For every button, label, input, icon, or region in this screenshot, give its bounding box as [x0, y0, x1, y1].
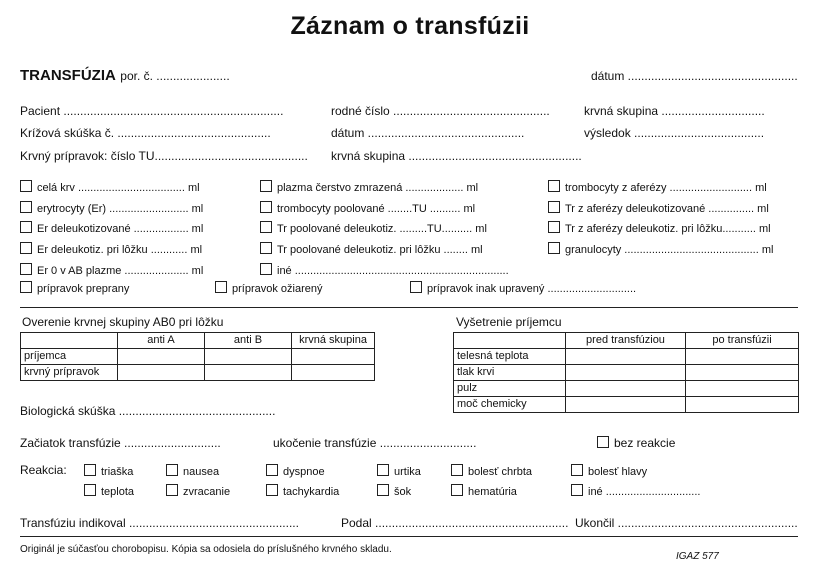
products-column-2 [260, 178, 509, 282]
vysetrenie-table [453, 332, 799, 413]
divider [20, 536, 798, 537]
ukoncenie-transfuzie-field[interactable]: ukočenie transfúzie ............................. [273, 436, 477, 450]
table-row: pulz [454, 381, 799, 397]
checkbox[interactable] [20, 180, 32, 192]
checkbox[interactable] [215, 281, 227, 293]
product-item[interactable]: Er deleukotiz. pri lôžku ............ ml [20, 240, 203, 261]
checkbox[interactable] [260, 242, 272, 254]
table-row: tlak krvi [454, 365, 799, 381]
checkbox[interactable] [451, 464, 463, 476]
reakcia-teplota[interactable]: teplota [84, 484, 134, 498]
checkbox[interactable] [548, 221, 560, 233]
checkbox[interactable] [571, 464, 583, 476]
reakcia-sok[interactable]: šok [377, 484, 411, 498]
product-item[interactable]: plazma čerstvo zmrazená ................... ml [260, 178, 509, 199]
product-item[interactable]: Tr z aferézy deleukotizované ............... ml [548, 199, 773, 220]
product-item[interactable]: Er deleukotizované .................. ml [20, 219, 203, 240]
checkbox[interactable] [266, 464, 278, 476]
reakcia-tachykardia[interactable]: tachykardia [266, 484, 339, 498]
product-item[interactable]: celá krv ................................... ml [20, 178, 203, 199]
krvny-pripravok-field[interactable]: Krvný prípravok: číslo TU.............................................. [20, 149, 308, 163]
zaciatok-transfuzie-field[interactable]: Začiatok transfúzie ............................. [20, 436, 221, 450]
oziareny-option[interactable]: prípravok ožiarený [215, 281, 323, 295]
checkbox[interactable] [84, 484, 96, 496]
reakcia-triaska[interactable]: triaška [84, 464, 133, 478]
transfuzia-header [20, 67, 230, 85]
poradove-cislo-field[interactable]: por. č. ...................... [120, 69, 230, 83]
krizova-datum-field[interactable]: dátum ............................................... [331, 126, 525, 140]
transfuzia-label: TRANSFÚZIA [20, 67, 116, 84]
checkbox[interactable] [548, 180, 560, 192]
product-item[interactable]: Tr poolované deleukotiz. .........TU.......... ml [260, 219, 509, 240]
ukoncil-field[interactable]: Ukončil ...................................................... [575, 516, 798, 530]
table-header-row: anti A anti B krvná skupina [21, 333, 375, 349]
checkbox[interactable] [20, 281, 32, 293]
table-row: telesná teplota [454, 349, 799, 365]
product-item[interactable]: Tr z aferézy deleukotiz. pri lôžku........... ml [548, 219, 773, 240]
product-item[interactable]: erytrocyty (Er) .......................... ml [20, 199, 203, 220]
page-title: Záznam o transfúzii [290, 12, 530, 40]
table-row: moč chemicky [454, 397, 799, 413]
pripravok-krvna-skupina-field[interactable]: krvná skupina .................................................... [331, 149, 582, 163]
vysetrenie-title: Vyšetrenie príjemcu [456, 315, 562, 329]
product-item[interactable]: trombocyty poolované ........TU .......... ml [260, 199, 509, 220]
form-code: IGAZ 577 [676, 551, 719, 562]
reakcia-nausea[interactable]: nausea [166, 464, 219, 478]
podal-field[interactable]: Podal .......................................................... [341, 516, 569, 530]
krizova-skuska-field[interactable]: Krížová skúška č. .............................................. [20, 126, 271, 140]
checkbox[interactable] [266, 484, 278, 496]
transfuziu-indikoval-field[interactable]: Transfúziu indikoval ................................................... [20, 516, 299, 530]
divider [20, 307, 798, 308]
reakcia-label: Reakcia: [20, 463, 67, 477]
checkbox[interactable] [597, 436, 609, 448]
reakcia-hematuria[interactable]: hematúria [451, 484, 517, 498]
product-item[interactable]: iné ...................................................................... [260, 261, 509, 282]
bez-reakcie-option[interactable]: bez reakcie [597, 436, 675, 450]
products-column-3 [548, 178, 773, 261]
checkbox[interactable] [20, 201, 32, 213]
checkbox[interactable] [20, 221, 32, 233]
products-column-1 [20, 178, 203, 282]
reakcia-urtika[interactable]: urtika [377, 464, 421, 478]
reakcia-bolest-chrbta[interactable]: bolesť chrbta [451, 464, 532, 478]
overenie-table [20, 332, 375, 381]
datum-field[interactable]: dátum ................................................... [591, 69, 798, 83]
table-row: príjemca [21, 349, 375, 365]
reakcia-ine[interactable]: iné ............................... [571, 484, 700, 498]
checkbox[interactable] [410, 281, 422, 293]
checkbox[interactable] [377, 484, 389, 496]
vysledok-field[interactable]: výsledok ....................................... [584, 126, 765, 140]
product-item[interactable]: Er 0 v AB plazme ..................... ml [20, 261, 203, 282]
checkbox[interactable] [84, 464, 96, 476]
checkbox[interactable] [166, 464, 178, 476]
checkbox[interactable] [260, 201, 272, 213]
product-item[interactable]: granulocyty ............................................ ml [548, 240, 773, 261]
product-item[interactable]: trombocyty z aferézy ........................... ml [548, 178, 773, 199]
checkbox[interactable] [571, 484, 583, 496]
table-row: krvný prípravok [21, 365, 375, 381]
checkbox[interactable] [451, 484, 463, 496]
reakcia-zvracanie[interactable]: zvracanie [166, 484, 230, 498]
table-header-row: pred transfúziou po transfúzii [454, 333, 799, 349]
checkbox[interactable] [20, 263, 32, 275]
krvna-skupina-field[interactable]: krvná skupina ............................... [584, 104, 765, 118]
preprany-option[interactable]: prípravok preprany [20, 281, 129, 295]
biologicka-skuska-field[interactable]: Biologická skúška ............................................... [20, 404, 276, 418]
pacient-field[interactable]: Pacient .................................................................. [20, 104, 284, 118]
reakcia-bolest-hlavy[interactable]: bolesť hlavy [571, 464, 647, 478]
note-text: Originál je súčasťou chorobopisu. Kópia sa odosiela do príslušného krvného skladu. [20, 544, 392, 555]
checkbox[interactable] [20, 242, 32, 254]
rodne-cislo-field[interactable]: rodné číslo ............................................... [331, 104, 550, 118]
checkbox[interactable] [548, 242, 560, 254]
checkbox[interactable] [260, 263, 272, 275]
checkbox[interactable] [548, 201, 560, 213]
reakcia-dyspnoe[interactable]: dyspnoe [266, 464, 325, 478]
checkbox[interactable] [166, 484, 178, 496]
product-item[interactable]: Tr poolované deleukotiz. pri lôžku ........ ml [260, 240, 509, 261]
checkbox[interactable] [260, 180, 272, 192]
inak-upraveny-option[interactable]: prípravok inak upravený ............................. [410, 281, 636, 295]
overenie-title: Overenie krvnej skupiny AB0 pri lôžku [22, 315, 224, 329]
checkbox[interactable] [260, 221, 272, 233]
checkbox[interactable] [377, 464, 389, 476]
